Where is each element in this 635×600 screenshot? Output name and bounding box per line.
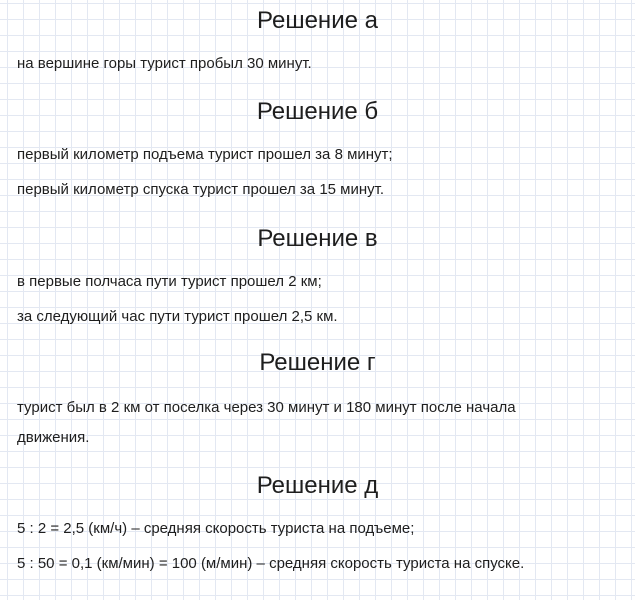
section-heading-v: Решение в	[257, 225, 378, 252]
solution-d-line-1: 5 : 2 = 2,5 (км/ч) – средняя скорость туриста на подъеме;	[17, 520, 415, 537]
solution-v-line-1: в первые полчаса пути турист прошел 2 км;	[17, 273, 322, 290]
solution-g-line-1: турист был в 2 км от поселка через 30 минут и 180 минут после начала	[17, 399, 516, 416]
section-heading-a: Решение а	[257, 7, 378, 34]
solution-a-line-1: на вершине горы турист пробыл 30 минут.	[17, 55, 312, 72]
solution-b-line-2: первый километр спуска турист прошел за 15 минут.	[17, 181, 385, 198]
solution-d-line-2: 5 : 50 = 0,1 (км/мин) = 100 (м/мин) – средняя скорость туриста на спуске.	[17, 555, 525, 572]
section-heading-g: Решение г	[259, 349, 376, 376]
solution-b-line-1: первый километр подъема турист прошел за 8 минут;	[17, 146, 393, 163]
solution-g-line-2: движения.	[17, 429, 90, 446]
solution-v-line-2: за следующий час пути турист прошел 2,5 км.	[17, 308, 338, 325]
section-heading-d: Решение д	[256, 472, 379, 499]
section-heading-b: Решение б	[256, 98, 379, 125]
